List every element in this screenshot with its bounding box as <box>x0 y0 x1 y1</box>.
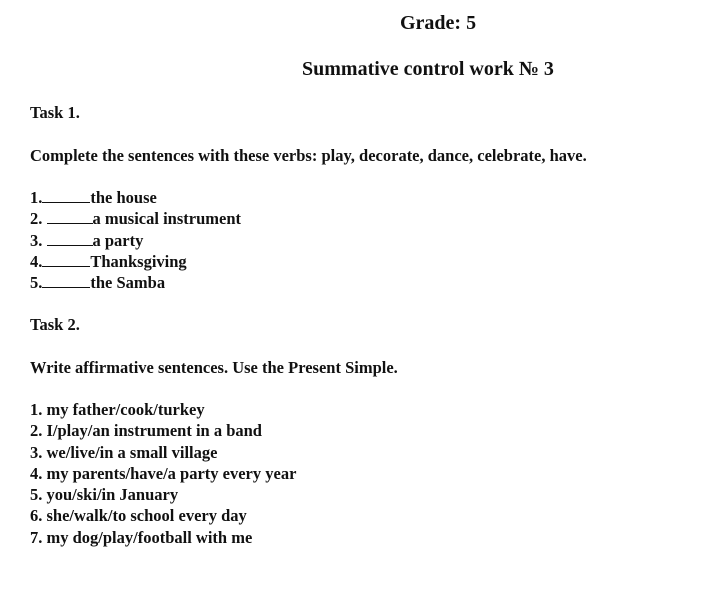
item-number: 4. <box>30 251 43 271</box>
list-item: 1. my father/cook/turkey <box>30 400 205 419</box>
item-number: 3. <box>30 230 47 250</box>
item-text: the Samba <box>90 273 166 293</box>
list-item: 2. I/play/an instrument in a band <box>30 421 262 441</box>
task1-heading: Task 1. <box>30 103 80 122</box>
list-item: 6. she/walk/to school every day <box>30 506 247 526</box>
list-item <box>30 208 241 229</box>
worksheet-title: Summative control work № 3 <box>302 58 554 80</box>
task2-list <box>30 399 296 548</box>
answer-blank <box>42 252 90 267</box>
item-text: Thanksgiving <box>90 251 187 271</box>
list-item: 3. we/live/in a small village <box>30 442 218 462</box>
list-item <box>30 251 241 272</box>
answer-blank <box>47 209 93 224</box>
item-text: the house <box>90 188 157 207</box>
answer-blank <box>42 273 90 288</box>
task2-instruction: Write affirmative sentences. Use the Present Simple. <box>30 358 398 377</box>
item-text: a musical instrument <box>92 209 241 229</box>
list-item: 7. my dog/play/football with me <box>30 527 253 547</box>
item-number: 2. <box>30 209 47 229</box>
list-item: 4. my parents/have/a party every year <box>30 463 297 483</box>
list-item <box>30 187 241 208</box>
task1-instruction: Complete the sentences with these verbs: play, decorate, dance, celebrate, have. <box>30 146 587 165</box>
answer-blank <box>47 231 93 246</box>
list-item: 5. you/ski/in January <box>30 485 179 505</box>
list-item <box>30 230 241 251</box>
list-item <box>30 272 241 293</box>
item-number: 5. <box>30 273 43 293</box>
task1-list <box>30 187 241 293</box>
item-number: 1. <box>30 188 43 207</box>
grade-label: Grade: 5 <box>400 12 477 34</box>
task2-heading: Task 2. <box>30 315 80 334</box>
answer-blank <box>42 188 90 203</box>
item-text: a party <box>92 230 144 250</box>
